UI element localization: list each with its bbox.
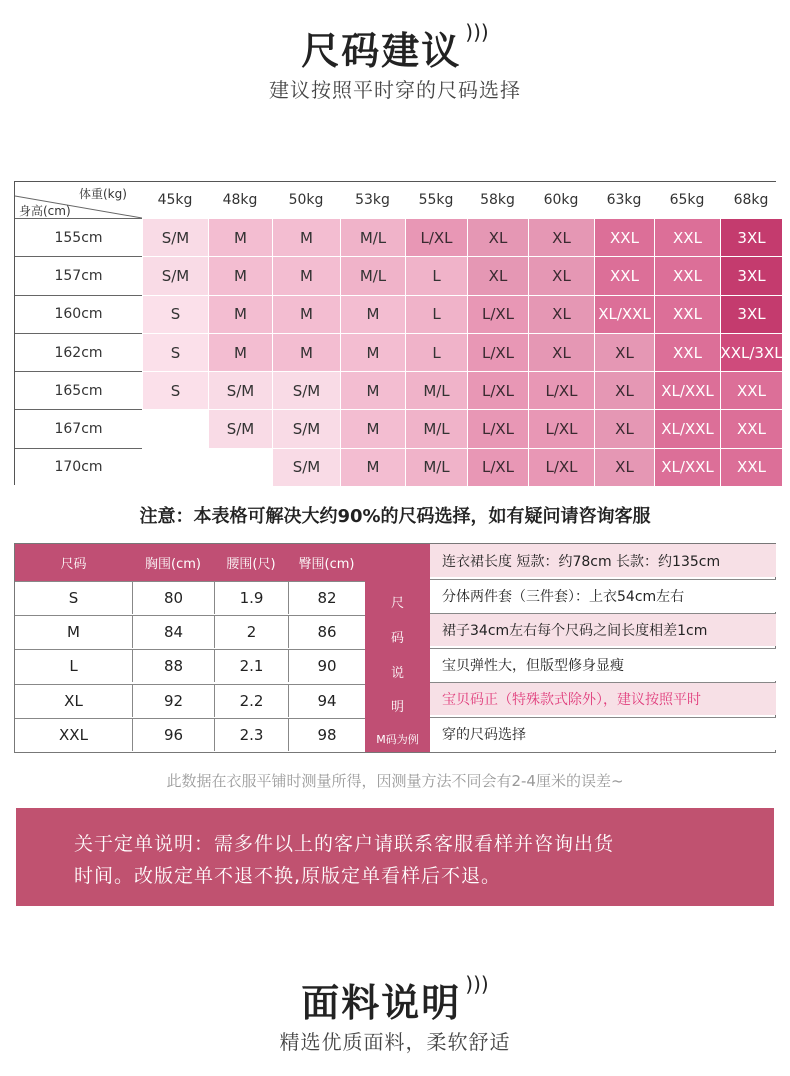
size-cell: M bbox=[272, 218, 340, 256]
height-row-label: 170cm bbox=[15, 448, 142, 486]
size-cell: S/M bbox=[208, 371, 272, 409]
measure-value: 80 bbox=[132, 581, 214, 614]
order-notice-line: 关于定单说明：需多件以上的客户请联系客服看样并咨询出货 bbox=[74, 833, 615, 855]
sound-wave-icon: ))) bbox=[465, 20, 489, 44]
size-cell: XL bbox=[528, 218, 594, 256]
size-cell: M bbox=[208, 218, 272, 256]
size-cell: L/XL bbox=[467, 448, 528, 486]
size-cell: L bbox=[405, 256, 467, 294]
weight-header: 68kg bbox=[720, 182, 782, 218]
size-cell: S/M bbox=[208, 409, 272, 447]
side-label-char: 码 bbox=[390, 631, 404, 646]
size-heading bbox=[0, 20, 790, 75]
measurement-table bbox=[14, 543, 776, 753]
measure-value: 92 bbox=[132, 684, 214, 717]
fabric-section-subtitle: 精选优质面料，柔软舒适 bbox=[279, 1030, 511, 1054]
size-cell: XXL bbox=[654, 256, 720, 294]
size-section-subtitle: 建议按照平时穿的尺码选择 bbox=[269, 78, 521, 102]
size-cell: M bbox=[208, 256, 272, 294]
measure-header: 尺码 bbox=[15, 544, 132, 581]
size-cell: M bbox=[272, 295, 340, 333]
height-row-label: 155cm bbox=[15, 218, 142, 256]
weight-header: 50kg bbox=[272, 182, 340, 218]
measure-value: 96 bbox=[132, 718, 214, 751]
size-cell: S/M bbox=[142, 218, 208, 256]
size-explanation-label bbox=[365, 544, 430, 752]
weight-header: 65kg bbox=[654, 182, 720, 218]
size-cell: 3XL bbox=[720, 295, 782, 333]
size-cell: XL bbox=[528, 256, 594, 294]
measure-value: 90 bbox=[288, 649, 365, 682]
side-label-char: 说 bbox=[390, 666, 404, 681]
measure-value: 2.3 bbox=[214, 718, 288, 751]
size-cell: S/M bbox=[272, 448, 340, 486]
size-cell: S bbox=[142, 333, 208, 371]
size-cell: XL/XXL bbox=[654, 371, 720, 409]
side-label-char: 明 bbox=[390, 700, 404, 715]
size-cell: XL/XXL bbox=[594, 295, 654, 333]
size-cell: XXL bbox=[594, 256, 654, 294]
size-cell: M bbox=[272, 256, 340, 294]
measure-header: 臀围(cm) bbox=[288, 544, 365, 581]
size-cell bbox=[208, 448, 272, 486]
size-cell: M bbox=[340, 333, 405, 371]
height-row-label: 162cm bbox=[15, 333, 142, 371]
measure-value: 88 bbox=[132, 649, 214, 682]
size-cell: XL bbox=[467, 256, 528, 294]
measure-value: 2.1 bbox=[214, 649, 288, 682]
size-cell: M bbox=[272, 333, 340, 371]
side-label-example: M码为例 bbox=[376, 733, 419, 746]
measure-header: 胸围(cm) bbox=[132, 544, 214, 581]
size-cell: L/XL bbox=[467, 333, 528, 371]
measurement-disclaimer: 此数据在衣服平铺时测量所得，因测量方法不同会有2-4厘米的误差~ bbox=[166, 772, 624, 790]
order-notice-box bbox=[16, 808, 774, 906]
size-cell: XL bbox=[594, 409, 654, 447]
size-cell: XXL bbox=[720, 409, 782, 447]
size-cell: L/XL bbox=[528, 409, 594, 447]
size-cell: M/L bbox=[405, 409, 467, 447]
size-cell: XL bbox=[594, 448, 654, 486]
height-row-label: 165cm bbox=[15, 371, 142, 409]
size-cell: XL bbox=[528, 333, 594, 371]
weight-axis-label: 体重(kg) bbox=[79, 187, 127, 201]
measure-size-label: S bbox=[15, 581, 132, 614]
size-cell: L/XL bbox=[467, 371, 528, 409]
size-cell: M/L bbox=[405, 371, 467, 409]
size-info-line: 宝贝码正（特殊款式除外），建议按照平时 bbox=[430, 682, 776, 715]
measure-value: 98 bbox=[288, 718, 365, 751]
size-cell: XXL bbox=[654, 295, 720, 333]
size-cell: XXL bbox=[720, 448, 782, 486]
fabric-heading bbox=[0, 972, 790, 1027]
size-cell: M/L bbox=[340, 218, 405, 256]
size-cell: XL bbox=[594, 333, 654, 371]
size-cell: L bbox=[405, 333, 467, 371]
size-cell: XXL bbox=[654, 333, 720, 371]
size-cell: L/XL bbox=[405, 218, 467, 256]
measure-size-label: L bbox=[15, 649, 132, 682]
size-cell: S/M bbox=[142, 256, 208, 294]
height-row-label: 167cm bbox=[15, 409, 142, 447]
size-info-line: 分体两件套（三件套）：上衣54cm左右 bbox=[430, 579, 776, 612]
size-cell: L/XL bbox=[467, 295, 528, 333]
measure-size-label: XXL bbox=[15, 718, 132, 751]
height-row-label: 157cm bbox=[15, 256, 142, 294]
measure-size-label: M bbox=[15, 615, 132, 648]
measure-value: 2 bbox=[214, 615, 288, 648]
weight-header: 55kg bbox=[405, 182, 467, 218]
size-cell: L bbox=[405, 295, 467, 333]
size-section-title: 尺码建议 bbox=[301, 29, 462, 73]
size-cell: XXL bbox=[654, 218, 720, 256]
size-cell: S/M bbox=[272, 371, 340, 409]
size-cell: L/XL bbox=[467, 409, 528, 447]
side-label-char: 尺 bbox=[390, 596, 404, 611]
size-cell: M bbox=[208, 295, 272, 333]
height-row-label: 160cm bbox=[15, 295, 142, 333]
size-cell: L/XL bbox=[528, 448, 594, 486]
size-cell: 3XL bbox=[720, 218, 782, 256]
size-cell bbox=[142, 409, 208, 447]
measure-value: 82 bbox=[288, 581, 365, 614]
table-corner-header bbox=[15, 182, 142, 218]
measure-value: 2.2 bbox=[214, 684, 288, 717]
weight-header: 58kg bbox=[467, 182, 528, 218]
measure-size-label: XL bbox=[15, 684, 132, 717]
measure-value: 86 bbox=[288, 615, 365, 648]
size-cell: XL bbox=[528, 295, 594, 333]
size-cell: M bbox=[340, 295, 405, 333]
size-cell: XL/XXL bbox=[654, 409, 720, 447]
size-cell: 3XL bbox=[720, 256, 782, 294]
size-cell: M bbox=[340, 409, 405, 447]
size-cell bbox=[142, 448, 208, 486]
size-cell: M/L bbox=[405, 448, 467, 486]
size-cell: XL bbox=[594, 371, 654, 409]
size-info-line: 裙子34cm左右每个尺码之间长度相差1cm bbox=[430, 613, 776, 646]
size-cell: S bbox=[142, 371, 208, 409]
size-table-note: 注意：本表格可解决大约90%的尺码选择，如有疑问请咨询客服 bbox=[139, 506, 651, 527]
size-cell: XXL bbox=[720, 371, 782, 409]
size-recommendation-table bbox=[14, 181, 783, 485]
measure-header: 腰围(尺) bbox=[214, 544, 288, 581]
size-cell: M bbox=[208, 333, 272, 371]
fabric-section-title: 面料说明 bbox=[301, 981, 462, 1025]
weight-header: 63kg bbox=[594, 182, 654, 218]
weight-header: 48kg bbox=[208, 182, 272, 218]
measure-value: 84 bbox=[132, 615, 214, 648]
size-cell: M bbox=[340, 371, 405, 409]
order-notice-line: 时间。改版定单不退不换,原版定单看样后不退。 bbox=[74, 865, 502, 887]
size-cell: XXL bbox=[594, 218, 654, 256]
measure-value: 94 bbox=[288, 684, 365, 717]
weight-header: 45kg bbox=[142, 182, 208, 218]
size-cell: S/M bbox=[272, 409, 340, 447]
height-axis-label: 身高(cm) bbox=[19, 204, 71, 218]
size-cell: XL bbox=[467, 218, 528, 256]
weight-header: 60kg bbox=[528, 182, 594, 218]
size-info-line: 穿的尺码选择 bbox=[430, 717, 776, 750]
measure-value: 1.9 bbox=[214, 581, 288, 614]
size-info-line: 宝贝弹性大，但版型修身显瘦 bbox=[430, 648, 776, 681]
size-info-line: 连衣裙长度 短款：约78cm 长款：约135cm bbox=[430, 544, 776, 577]
size-cell: M/L bbox=[340, 256, 405, 294]
weight-header: 53kg bbox=[340, 182, 405, 218]
size-cell: S bbox=[142, 295, 208, 333]
size-cell: L/XL bbox=[528, 371, 594, 409]
sound-wave-icon: ))) bbox=[465, 972, 489, 996]
size-cell: M bbox=[340, 448, 405, 486]
size-cell: XL/XXL bbox=[654, 448, 720, 486]
size-cell: XXL/3XL bbox=[720, 333, 782, 371]
